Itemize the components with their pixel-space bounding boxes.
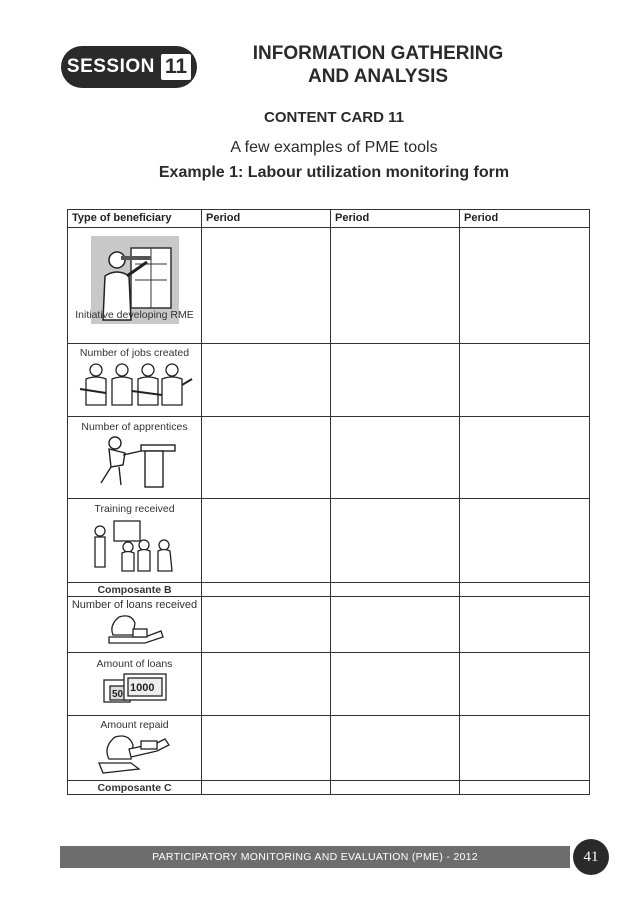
period-cell (460, 583, 590, 597)
hand-receiving-money-icon (105, 613, 165, 645)
period-cell (460, 653, 590, 716)
training-class-icon (92, 517, 178, 575)
beneficiary-cell (68, 653, 202, 716)
beneficiary-cell (68, 499, 202, 583)
table-row (68, 417, 590, 499)
beneficiary-label: Training received (94, 503, 175, 515)
beneficiary-label: Initiative developing RME (75, 309, 194, 321)
period-cell (202, 228, 331, 344)
period-cell (460, 499, 590, 583)
period-cell (331, 499, 460, 583)
period-cell (202, 344, 331, 417)
example-title: Example 1: Labour utilization monitoring form (158, 164, 510, 181)
session-number: 11 (161, 54, 191, 80)
session-badge (61, 46, 197, 88)
heading-line-1: INFORMATION GATHERING (252, 43, 504, 64)
table-row (68, 653, 590, 716)
beneficiary-label: Number of loans received (71, 599, 198, 611)
section-row (68, 583, 590, 597)
table-row (68, 228, 590, 344)
period-cell (331, 583, 460, 597)
beneficiary-label: Number of apprentices (81, 421, 188, 433)
section-row (68, 781, 590, 795)
monitoring-form-table (67, 209, 590, 795)
beneficiary-cell (68, 417, 202, 499)
table-row (68, 344, 590, 417)
period-cell (202, 583, 331, 597)
period-cell (202, 499, 331, 583)
table-row (68, 597, 590, 653)
section-cell (68, 583, 202, 597)
period-cell (460, 597, 590, 653)
subtitle: A few examples of PME tools (230, 139, 438, 156)
footer-bar: PARTICIPATORY MONITORING AND EVALUATION (PME) - 2012 (60, 846, 570, 868)
period-cell (202, 597, 331, 653)
period-cell (460, 228, 590, 344)
period-cell (331, 228, 460, 344)
beneficiary-cell (68, 716, 202, 781)
period-cell (331, 653, 460, 716)
group-of-workers-icon (76, 361, 194, 407)
period-cell (331, 417, 460, 499)
hand-repaying-money-icon (95, 733, 175, 777)
beneficiary-cell (68, 597, 202, 653)
period-cell (331, 716, 460, 781)
heading-line-2: AND ANALYSIS (307, 66, 449, 87)
banknotes-icon (102, 672, 168, 706)
header-type-of-beneficiary: Type of beneficiary (68, 210, 202, 228)
table-row (68, 716, 590, 781)
period-cell (202, 781, 331, 795)
beneficiary-label: Amount repaid (100, 719, 169, 731)
beneficiary-label: Number of jobs created (79, 347, 190, 359)
banknote-value-small: 50 (111, 689, 123, 700)
period-cell (202, 417, 331, 499)
period-cell (202, 653, 331, 716)
content-card-title: CONTENT CARD 11 (263, 109, 405, 126)
header-period-2: Period (331, 210, 460, 228)
page-heading (220, 42, 536, 88)
beneficiary-label: Amount of loans (96, 658, 173, 670)
period-cell (460, 417, 590, 499)
session-label: SESSION (66, 56, 155, 77)
period-cell (460, 344, 590, 417)
period-cell (460, 781, 590, 795)
apprentice-pushing-icon (93, 435, 177, 489)
header-period-3: Period (460, 210, 590, 228)
table-row (68, 499, 590, 583)
period-cell (460, 716, 590, 781)
period-cell (331, 781, 460, 795)
period-cell (331, 597, 460, 653)
beneficiary-cell (68, 228, 202, 344)
header-period-1: Period (202, 210, 331, 228)
period-cell (331, 344, 460, 417)
page-number: 41 (573, 839, 609, 875)
section-label: Composante B (97, 584, 172, 596)
beneficiary-cell (68, 344, 202, 417)
section-label: Composante C (97, 782, 172, 794)
section-cell (68, 781, 202, 795)
banknote-value-large: 1000 (129, 682, 154, 694)
table-header-row (68, 210, 590, 228)
period-cell (202, 716, 331, 781)
